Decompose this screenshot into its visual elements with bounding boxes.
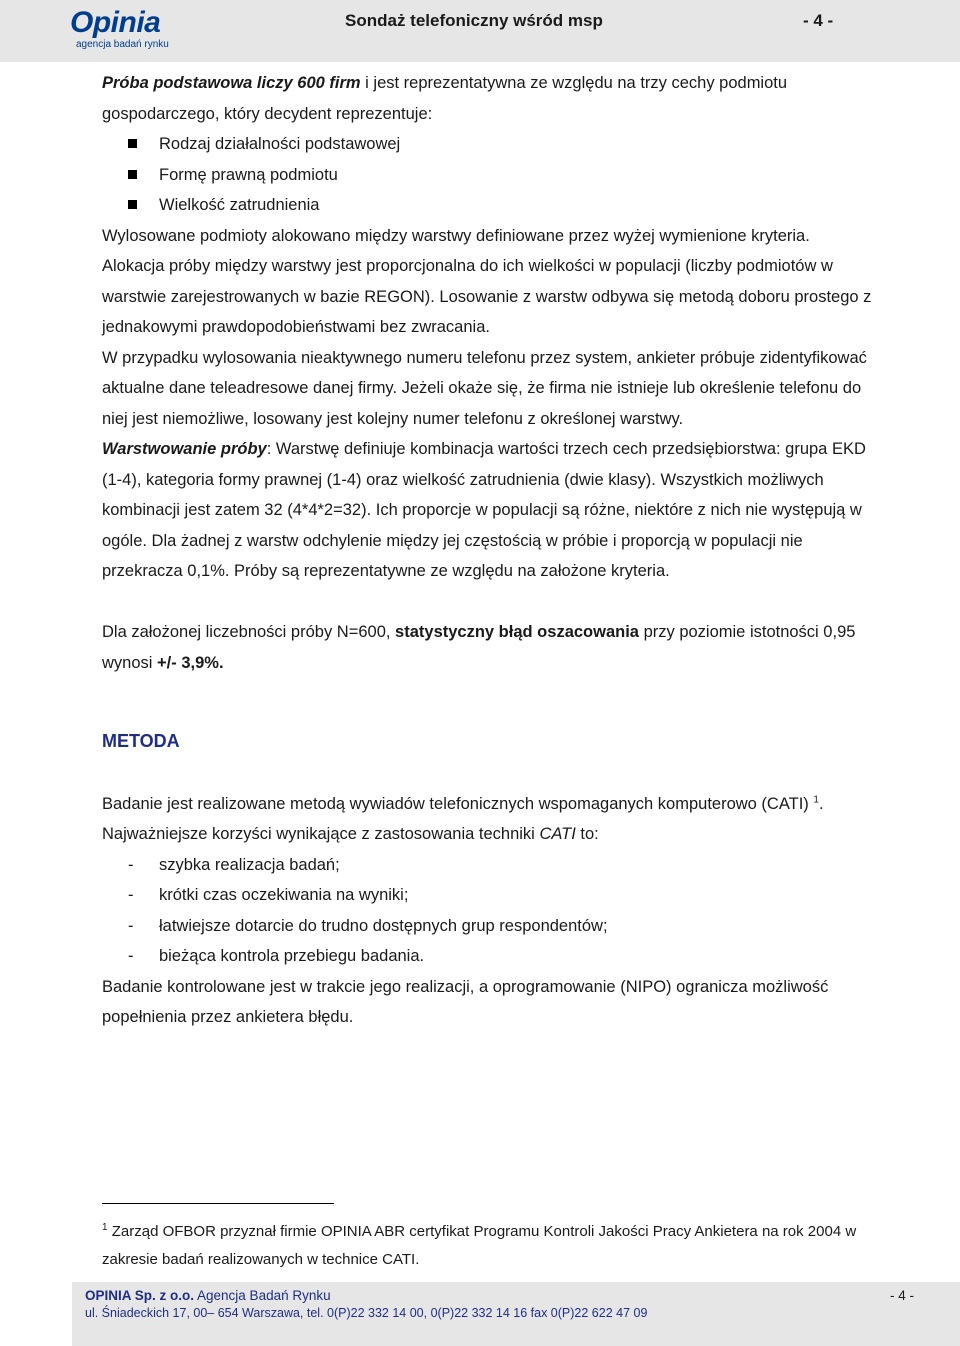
benefits-intro [102, 819, 872, 850]
footnote-ref: 1 [813, 794, 819, 805]
footer-company-desc: Agencja Badań Rynku [194, 1288, 331, 1303]
error-text: Dla założonej liczebności próby N=600, [102, 623, 396, 641]
section-heading: METODA [102, 731, 180, 751]
benefits-text: Najważniejsze korzyści wynikające z zastosowania techniki [102, 825, 540, 843]
document-title: Sondaż telefoniczny wśród msp [345, 11, 603, 30]
list-item-text: Rodzaj działalności podstawowej [159, 135, 401, 153]
opinia-logo [70, 6, 188, 52]
footer-company-name: OPINIA Sp. z o.o. [85, 1288, 195, 1303]
list-item [102, 129, 872, 160]
footer-address: ul. Śniadeckich 17, 00– 654 Warszawa, tel. 0(P)22 332 14 00, 0(P)22 332 14 16 fax 0(P)22 622 47 09 [85, 1306, 648, 1320]
error-text-2: przy poziomie istotności 0,95 wynosi [102, 623, 856, 672]
footnote-number: 1 [102, 1222, 108, 1233]
square-bullet-icon [128, 139, 137, 148]
error-bold: statystyczny błąd oszacowania [395, 623, 639, 641]
page-header [0, 0, 960, 62]
list-item-text: krótki czas oczekiwania na wyniki; [159, 886, 409, 904]
list-item: - krótki czas oczekiwania na wyniki; [128, 886, 409, 904]
square-bullet-icon [128, 170, 137, 179]
footnote [102, 1218, 872, 1274]
footnote-divider [102, 1203, 334, 1204]
footnote-text: Zarząd OFBOR przyznał firmie OPINIA ABR certyfikat Programu Kontroli Jakości Pracy Ankietera na rok 2004 w zakresie badań realizowanych w technice CATI. [102, 1223, 857, 1268]
error-value: +/- 3,9%. [157, 653, 224, 672]
inactive-number-paragraph: W przypadku wylosowania nieaktywnego numeru telefonu przez system, ankieter próbuje zidentyfikować aktualne dane teleadresowe danej firmy. Jeżeli okaże się, że firma nie istnieje lub określenie telefonu do niej jest niemożliwe, losowany jest kolejny numer telefonu z określonej warstwy. [102, 348, 867, 428]
list-item [102, 160, 872, 191]
list-item-text: szybka realizacja badań; [159, 855, 340, 874]
list-item: - szybka realizacja badań; [128, 855, 340, 874]
list-item [102, 190, 872, 221]
list-item: - łatwiejsze dotarcie do trudno dostępnych grup respondentów; [128, 916, 608, 935]
benefits-text-end: to: [575, 825, 599, 843]
page-footer [72, 1282, 960, 1346]
header-page-number: - 4 - [803, 11, 834, 30]
sample-intro-bold: Próba podstawowa liczy 600 firm [102, 74, 361, 92]
logo-wordmark: Opinia [70, 6, 161, 39]
list-item-text: łatwiejsze dotarcie do trudno dostępnych grup respondentów; [159, 916, 608, 935]
stratification-title: Warstwowanie próby [102, 440, 267, 458]
method-paragraph [102, 789, 872, 820]
cati-italic: CATI [539, 825, 576, 843]
list-item-text: Wielkość zatrudnienia [159, 196, 320, 214]
square-bullet-icon [128, 200, 137, 209]
stratification-text: : Warstwę definiuje kombinacja wartości trzech cech przedsiębiorstwa: grupa EKD (1-4), kategoria formy prawnej (1-4) oraz wielkość zatrudnienia (dwie klasy). Wszystkich możliwych kombinacji jest zatem 32 (4*4*2=32). Ich proporcje w populacji są różne, niektóre z nich nie występują w ogóle. Dla żadnej z warstw odchylenie między jej częstością w próbie i proporcją w populacji nie przekracza 0,1%. Próby są reprezentatywne ze względu na założone kryteria. [102, 440, 866, 580]
logo-tagline: agencja badań rynku [76, 39, 169, 50]
list-item: - bieżąca kontrola przebiegu badania. [128, 947, 425, 965]
list-item-text: Formę prawną podmiotu [159, 165, 338, 184]
method-text: Badanie jest realizowane metodą wywiadów telefonicznych wspomaganych komputerowo (CATI) [102, 794, 809, 813]
sample-intro-text: i jest reprezentatywna ze względu na trzy cechy podmiotu gospodarczego, który decydent reprezentuje: [102, 74, 788, 123]
error-paragraph [102, 617, 872, 678]
allocation-paragraph: Wylosowane podmioty alokowano między warstwy definiowane przez wyżej wymienione kryteria. Alokacja próby między warstwy jest proporcjonalna do ich wielkości w populacji (liczby podmiotów w warstwie zarejestrowanych w bazie REGON). Losowanie z warstw odbywa się metodą doboru prostego z jednakowymi prawdopodobieństwami bez zwracania. [102, 226, 872, 336]
list-item-text: bieżąca kontrola przebiegu badania. [159, 947, 425, 965]
stratification-paragraph [102, 434, 872, 587]
method-end: . [818, 794, 824, 813]
sample-intro [102, 68, 872, 129]
control-paragraph: Badanie kontrolowane jest w trakcie jego realizacji, a oprogramowanie (NIPO) ogranicza możliwość popełnienia przez ankietera błędu. [102, 977, 829, 1026]
page-body [102, 68, 872, 1033]
footer-page-number: - 4 - [889, 1288, 914, 1303]
footer-company [85, 1288, 331, 1303]
